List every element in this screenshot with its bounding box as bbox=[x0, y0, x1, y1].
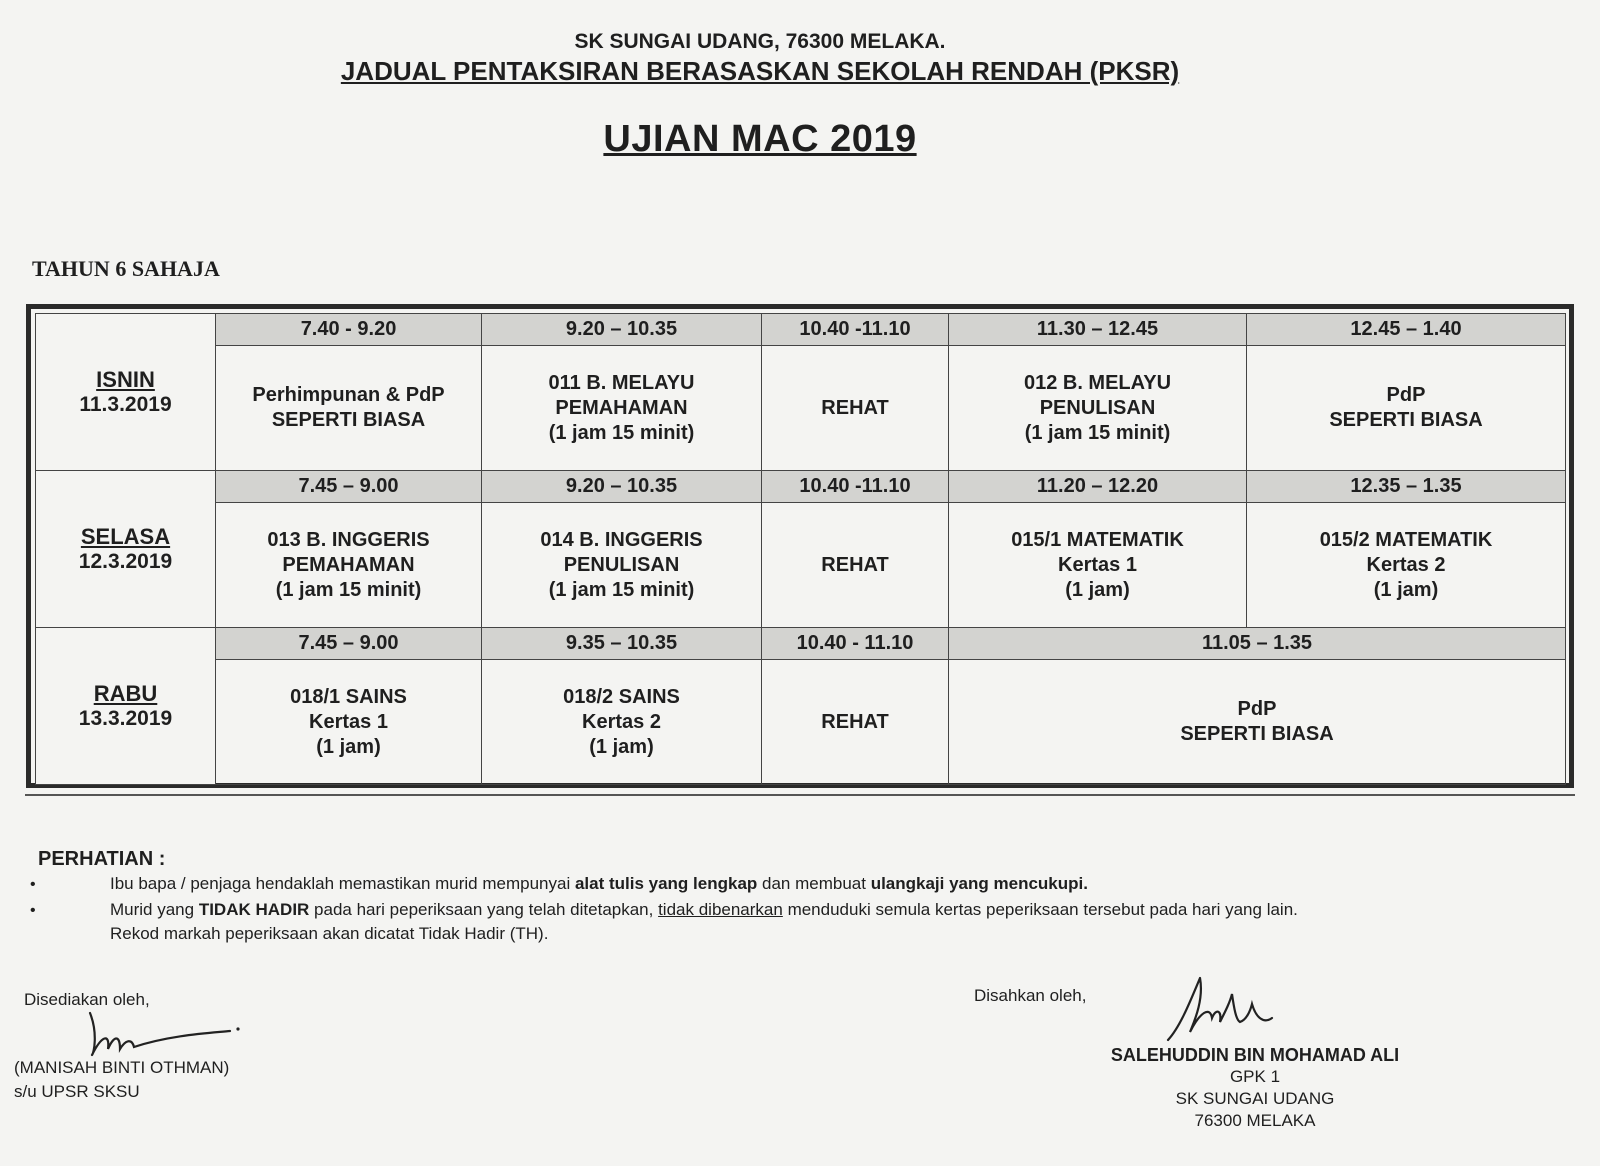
day-name: RABU bbox=[93, 681, 158, 706]
note-underlined: tidak dibenarkan bbox=[658, 900, 783, 919]
bullet-icon: • bbox=[30, 876, 36, 893]
signature-icon bbox=[80, 1005, 250, 1065]
note-text: menduduki semula kertas peperiksaan tersebut pada hari yang lain. bbox=[782, 900, 1298, 919]
subject-cell bbox=[216, 660, 482, 785]
cell-line: 014 B. INGGERIS bbox=[540, 528, 703, 551]
cell-line: 018/1 SAINS bbox=[290, 685, 407, 708]
time-slot: 12.45 – 1.40 bbox=[1247, 314, 1566, 346]
cell-line: (1 jam) bbox=[589, 735, 654, 758]
break-cell bbox=[762, 660, 949, 785]
preparer-name: (MANISAH BINTI OTHMAN) bbox=[14, 1058, 230, 1077]
cell-line: REHAT bbox=[821, 396, 889, 419]
cell-line: REHAT bbox=[821, 553, 889, 576]
cell-line: PENULISAN bbox=[563, 553, 680, 576]
cell-line: 012 B. MELAYU bbox=[1023, 371, 1172, 394]
note-text: pada hari peperiksaan yang telah ditetapkan, bbox=[309, 900, 659, 919]
bullet-icon: • bbox=[30, 902, 36, 919]
cell-line: PdP bbox=[1386, 384, 1426, 406]
break-cell bbox=[762, 503, 949, 628]
cell-line: Kertas 1 bbox=[1058, 553, 1137, 576]
schedule-table-frame bbox=[26, 304, 1574, 788]
time-slot: 11.20 – 12.20 bbox=[949, 471, 1247, 503]
cell-line: 018/2 SAINS bbox=[563, 685, 680, 708]
day-date: 13.3.2019 bbox=[78, 707, 173, 730]
exam-title: UJIAN MAC 2019 bbox=[603, 118, 917, 160]
approver-block bbox=[1090, 1044, 1420, 1132]
time-slot: 7.40 - 9.20 bbox=[216, 314, 482, 346]
note-text: Murid yang bbox=[110, 900, 199, 919]
cell-line: SEPERTI BIASA bbox=[1180, 723, 1334, 745]
day-date: 12.3.2019 bbox=[78, 550, 173, 573]
day-date: 11.3.2019 bbox=[79, 393, 172, 416]
table-row bbox=[36, 471, 1566, 503]
preparer-role: s/u UPSR SKSU bbox=[14, 1082, 140, 1101]
note-emphasis: ulangkaji yang mencukupi. bbox=[870, 874, 1088, 893]
time-slot: 7.45 – 9.00 bbox=[216, 471, 482, 503]
cell-line: PEMAHAMAN bbox=[555, 396, 688, 419]
day-cell bbox=[36, 314, 216, 471]
subject-cell bbox=[482, 346, 762, 471]
subject-cell bbox=[1247, 346, 1566, 471]
time-slot: 11.30 – 12.45 bbox=[949, 314, 1247, 346]
subject-cell bbox=[482, 660, 762, 785]
note-text: Rekod markah peperiksaan akan dicatat Tidak Hadir (TH). bbox=[110, 924, 549, 943]
note-text: Ibu bapa / penjaga hendaklah memastikan murid mempunyai bbox=[110, 874, 575, 893]
note-emphasis: alat tulis yang lengkap bbox=[574, 874, 758, 893]
break-cell bbox=[762, 346, 949, 471]
subject-cell bbox=[482, 503, 762, 628]
cell-line: (1 jam 15 minit) bbox=[548, 578, 695, 601]
day-cell bbox=[36, 628, 216, 785]
schedule-table bbox=[35, 313, 1566, 785]
subject-cell bbox=[949, 346, 1247, 471]
cell-line: SEPERTI BIASA bbox=[271, 409, 426, 431]
approver-name: SALEHUDDIN BIN MOHAMAD ALI bbox=[1110, 1045, 1400, 1065]
notice-item bbox=[110, 872, 1550, 896]
subject-cell bbox=[216, 503, 482, 628]
subject-cell bbox=[216, 346, 482, 471]
cell-line: Perhimpunan & PdP bbox=[252, 384, 445, 406]
time-slot: 9.20 – 10.35 bbox=[482, 471, 762, 503]
cell-line: Kertas 2 bbox=[1366, 553, 1446, 576]
cell-line: Kertas 1 bbox=[309, 710, 388, 733]
time-slot: 10.40 - 11.10 bbox=[762, 628, 949, 660]
approved-by-label: Disahkan oleh, bbox=[974, 986, 1087, 1005]
day-cell bbox=[36, 471, 216, 628]
time-slot: 10.40 -11.10 bbox=[762, 471, 949, 503]
subject-cell bbox=[949, 660, 1566, 785]
table-row bbox=[36, 503, 1566, 628]
prepared-by-label: Disediakan oleh, bbox=[24, 990, 150, 1009]
subject-cell bbox=[949, 503, 1247, 628]
cell-line: (1 jam 15 minit) bbox=[1024, 421, 1171, 444]
cell-line: 015/2 MATEMATIK bbox=[1319, 528, 1493, 551]
notice-item bbox=[110, 898, 1550, 946]
cell-line: PEMAHAMAN bbox=[282, 553, 415, 576]
time-slot: 11.05 – 1.35 bbox=[949, 628, 1566, 660]
table-row bbox=[36, 314, 1566, 346]
cell-line: 011 B. MELAYU bbox=[548, 371, 695, 394]
cell-line: SEPERTI BIASA bbox=[1329, 409, 1483, 431]
document-title: JADUAL PENTAKSIRAN BERASASKAN SEKOLAH RENDAH (PKSR) bbox=[340, 56, 1180, 86]
table-row bbox=[36, 660, 1566, 785]
time-slot: 9.35 – 10.35 bbox=[482, 628, 762, 660]
table-row bbox=[36, 628, 1566, 660]
note-text: dan membuat bbox=[757, 874, 871, 893]
cell-line: (1 jam) bbox=[316, 735, 381, 758]
time-slot: 10.40 -11.10 bbox=[762, 314, 949, 346]
day-name: SELASA bbox=[80, 524, 171, 549]
cell-line: PdP bbox=[1237, 698, 1277, 720]
cell-line: PENULISAN bbox=[1039, 396, 1156, 419]
subject-cell bbox=[1247, 503, 1566, 628]
approver-role: GPK 1 bbox=[1229, 1067, 1281, 1086]
time-slot: 9.20 – 10.35 bbox=[482, 314, 762, 346]
time-slot: 7.45 – 9.00 bbox=[216, 628, 482, 660]
signature-icon bbox=[1160, 972, 1300, 1047]
cell-line: (1 jam) bbox=[1373, 578, 1439, 601]
cell-line: REHAT bbox=[821, 710, 889, 733]
table-row bbox=[36, 346, 1566, 471]
note-emphasis: TIDAK HADIR bbox=[198, 900, 310, 919]
approver-school: SK SUNGAI UDANG bbox=[1175, 1089, 1335, 1108]
year-label: TAHUN 6 SAHAJA bbox=[32, 256, 220, 281]
notice-title: PERHATIAN : bbox=[38, 848, 166, 870]
cell-line: (1 jam 15 minit) bbox=[548, 421, 695, 444]
school-name: SK SUNGAI UDANG, 76300 MELAKA. bbox=[574, 30, 946, 53]
cell-line: 015/1 MATEMATIK bbox=[1011, 528, 1184, 551]
time-slot: 12.35 – 1.35 bbox=[1247, 471, 1566, 503]
approver-address: 76300 MELAKA bbox=[1194, 1111, 1316, 1130]
cell-line: (1 jam) bbox=[1065, 578, 1130, 601]
cell-line: 013 B. INGGERIS bbox=[267, 528, 430, 551]
cell-line: Kertas 2 bbox=[582, 710, 661, 733]
cell-line: (1 jam 15 minit) bbox=[275, 578, 422, 601]
day-name: ISNIN bbox=[96, 367, 155, 392]
